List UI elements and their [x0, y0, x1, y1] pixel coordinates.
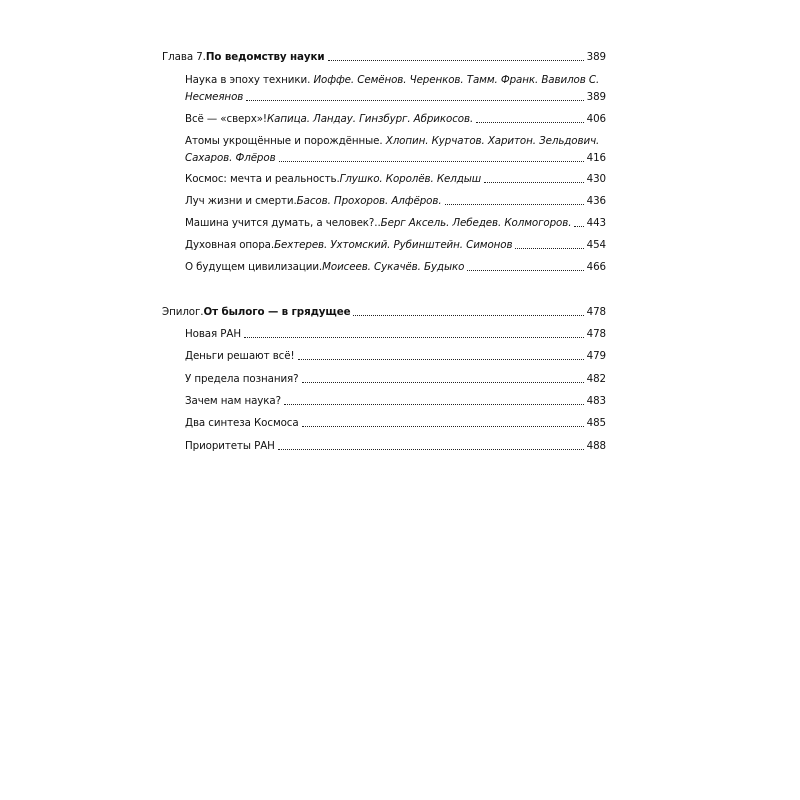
entry-text: У предела познания? [185, 373, 299, 385]
entry-names: Глушко. Королёв. Келдыш [339, 173, 482, 185]
page-number: 436 [586, 195, 606, 207]
dot-leader [484, 182, 584, 183]
page-number: 478 [586, 306, 606, 318]
dot-leader [284, 404, 584, 405]
toc-chapter-7[interactable] [162, 51, 606, 64]
entry-text: Наука в эпоху техники. [185, 74, 314, 86]
entry-names: Иоффе. Семёнов. Черенков. Тамм. Франк. Вавилов С. [313, 74, 600, 86]
entry-text: Всё — «сверх»! [185, 113, 267, 125]
entry-names: Сахаров. Флёров [185, 152, 276, 164]
page-number: 488 [586, 440, 606, 452]
dot-leader [574, 226, 583, 227]
dot-leader [515, 248, 583, 249]
entry-text: Новая РАН [185, 328, 241, 340]
chapter-prefix: Эпилог. [162, 306, 204, 318]
dot-leader [328, 60, 584, 61]
toc-entry[interactable] [185, 395, 606, 408]
chapter-title: От былого — в грядущее [203, 306, 351, 318]
toc-entry[interactable] [185, 239, 606, 252]
entry-text: Деньги решают всё! [185, 350, 295, 362]
entry-text: Луч жизни и смерти. [185, 195, 297, 207]
toc-entry[interactable] [185, 440, 606, 453]
entry-names: Берг Аксель. Лебедев. Колмогоров. [380, 217, 572, 229]
entry-text: О будущем цивилизации. [185, 261, 323, 273]
page-number: 466 [586, 261, 606, 273]
entry-names: Моисеев. Сукачёв. Будыко [322, 261, 465, 273]
toc-entry[interactable] [185, 74, 606, 104]
page-number: 478 [586, 328, 606, 340]
dot-leader [353, 315, 583, 316]
toc-entry[interactable] [185, 350, 606, 363]
dot-leader [278, 449, 584, 450]
entry-text: Зачем нам наука? [185, 395, 281, 407]
chapter-title: По ведомству науки [205, 51, 325, 63]
entry-text: Приоритеты РАН [185, 440, 275, 452]
page-number: 479 [586, 350, 606, 362]
page-number: 443 [586, 217, 606, 229]
toc-entry[interactable] [185, 135, 606, 165]
toc-entry[interactable] [185, 373, 606, 386]
dot-leader [302, 382, 584, 383]
entry-text: Машина учится думать, а человек?.. [185, 217, 381, 229]
page-number: 389 [586, 91, 606, 103]
entry-names: Капица. Ландау. Гинзбург. Абрикосов. [266, 113, 474, 125]
entry-names: Басов. Прохоров. Алфёров. [296, 195, 442, 207]
toc-entry[interactable] [185, 261, 606, 274]
entry-names: Хлопин. Курчатов. Харитон. Зельдович. [385, 135, 600, 147]
dot-leader [476, 122, 584, 123]
toc-entry[interactable] [185, 328, 606, 341]
entry-text: Два синтеза Космоса [185, 417, 299, 429]
entry-names: Несмеянов [185, 91, 244, 103]
page-number: 430 [586, 173, 606, 185]
toc-epilogue[interactable] [162, 306, 606, 319]
page-number: 406 [586, 113, 606, 125]
page-number: 454 [586, 239, 606, 251]
chapter-prefix: Глава 7. [162, 51, 206, 63]
page-number: 482 [586, 373, 606, 385]
toc-entry[interactable] [185, 217, 606, 230]
dot-leader [467, 270, 583, 271]
page-number: 485 [586, 417, 606, 429]
entry-names: Бехтерев. Ухтомский. Рубинштейн. Симонов [274, 239, 513, 251]
toc-entry[interactable] [185, 113, 606, 126]
page-number: 389 [586, 51, 606, 63]
toc-entry[interactable] [185, 417, 606, 430]
dot-leader [279, 161, 584, 162]
dot-leader [298, 359, 584, 360]
page-number: 416 [586, 152, 606, 164]
dot-leader [445, 204, 584, 205]
entry-text: Духовная опора. [185, 239, 275, 251]
dot-leader [246, 100, 583, 101]
dot-leader [302, 426, 584, 427]
dot-leader [244, 337, 584, 338]
toc-entry[interactable] [185, 195, 606, 208]
entry-text: Атомы укрощённые и порождённые. [185, 135, 386, 147]
page-number: 483 [586, 395, 606, 407]
toc-entry[interactable] [185, 173, 606, 186]
entry-text: Космос: мечта и реальность. [185, 173, 340, 185]
